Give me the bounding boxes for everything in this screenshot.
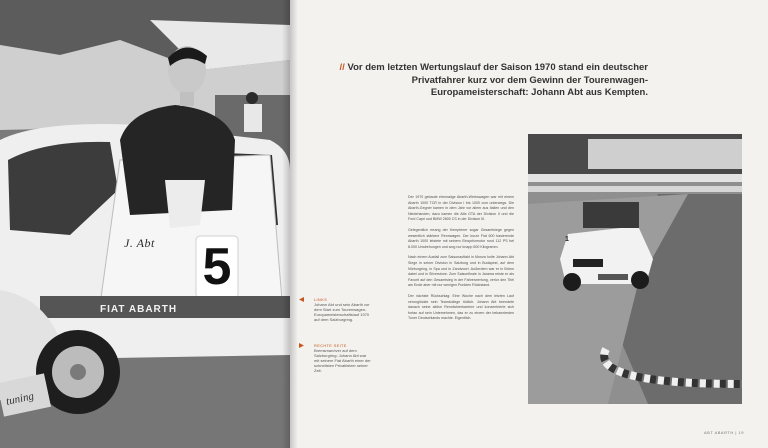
headline-marker: // <box>339 62 345 73</box>
page-folio: ABT ABARTH | 19 <box>704 430 744 435</box>
driver-photo <box>0 0 290 448</box>
brand-on-car: FIAT ABARTH <box>100 304 178 315</box>
headline-text: Vor dem letzten Wertungslauf der Saison 1970 stand ein deutscher Privatfahrer kurz vor dem Gewinn der Tourenwagen-Europameisterschaft: Johann Abt aus Kempten. <box>347 62 648 98</box>
body-paragraph: Der nächste Rückschlag: Eine Woche nach dem letzten Lauf verunglückte sein Teamkollege tödlich. Johann Abt beendete danach seine aktive Rennfahrerkarriere und konzentrierte sich fortan auf sein Unternehmen, das er zu einem der bekanntesten Tuner Deutschlands machte. Eigentlich. <box>408 293 514 321</box>
body-paragraph: Nach einem Ausfall zum Saisonauftakt in Monza holte Johann Abt Siege in seiner Division in Salzburg und in Budapest, auf dem Nürburgring, in Spa und in Zandvoort. Außerdem war er in Brünn dabei und in Silverstone. Zum Saisonfinale in Jarama reiste er als Favorit auf den Gesamtsieg in der Fahrerwertung, verlor den Titel am Ende aber mit nur wenigen Punkten Rückstand. <box>408 255 514 288</box>
book-gutter <box>282 0 298 448</box>
caption-heading: LINKS <box>314 297 328 302</box>
arrow-left-icon <box>299 297 304 302</box>
race-number-small: 1 <box>565 236 569 243</box>
plate-text: tuning <box>5 390 36 408</box>
body-text <box>408 195 514 327</box>
caption-right <box>314 343 372 373</box>
left-page <box>0 0 290 448</box>
caption-left <box>314 297 372 322</box>
arrow-right-icon <box>299 343 304 348</box>
race-photo <box>528 134 742 404</box>
caption-heading: RECHTE SEITE <box>314 343 347 348</box>
headline <box>330 62 648 100</box>
caption-text: Bremsmanöver auf dem Salzburgring: Johann Abt war mit seinem Fiat Abarth einer der schnellsten Privatfahrer seiner Zeit. <box>314 348 371 373</box>
driver-name-on-car: J. Abt <box>124 236 155 250</box>
race-number: 5 <box>202 238 232 296</box>
race-photo-art <box>528 134 742 404</box>
body-paragraph: Gelegentlich errang der Kemptener sogar Gesamtsiege gegen wesentlich stärkere Rennwagen. Der kurze Fiat 600 basierende Abarth 1000 leistete mit seinem Einspritzmotor rund 112 PS bei 8.000 Umdrehungen und wog nur knapp 600 Kilogramm. <box>408 227 514 249</box>
caption-text: Johann Abt und sein Abarth vor dem Start zum Tourenwagen-Europameisterschaftslauf 1970 auf dem Salzburgring. <box>314 302 370 322</box>
body-paragraph: Der 1970 gebaute ehemalige Abarth-Werkswagen war mit einem Abarth 1000 TCR in der Division I bis 1000 ccm unterwegs. Die Abarth-Gegner kamen in dem Jahr vor allem aus Italien und den Niederlanden; dazu kamen die Alfa GTA der Division II und die Ford Capri und BMW 2800 CS in der Division III. <box>408 195 514 222</box>
